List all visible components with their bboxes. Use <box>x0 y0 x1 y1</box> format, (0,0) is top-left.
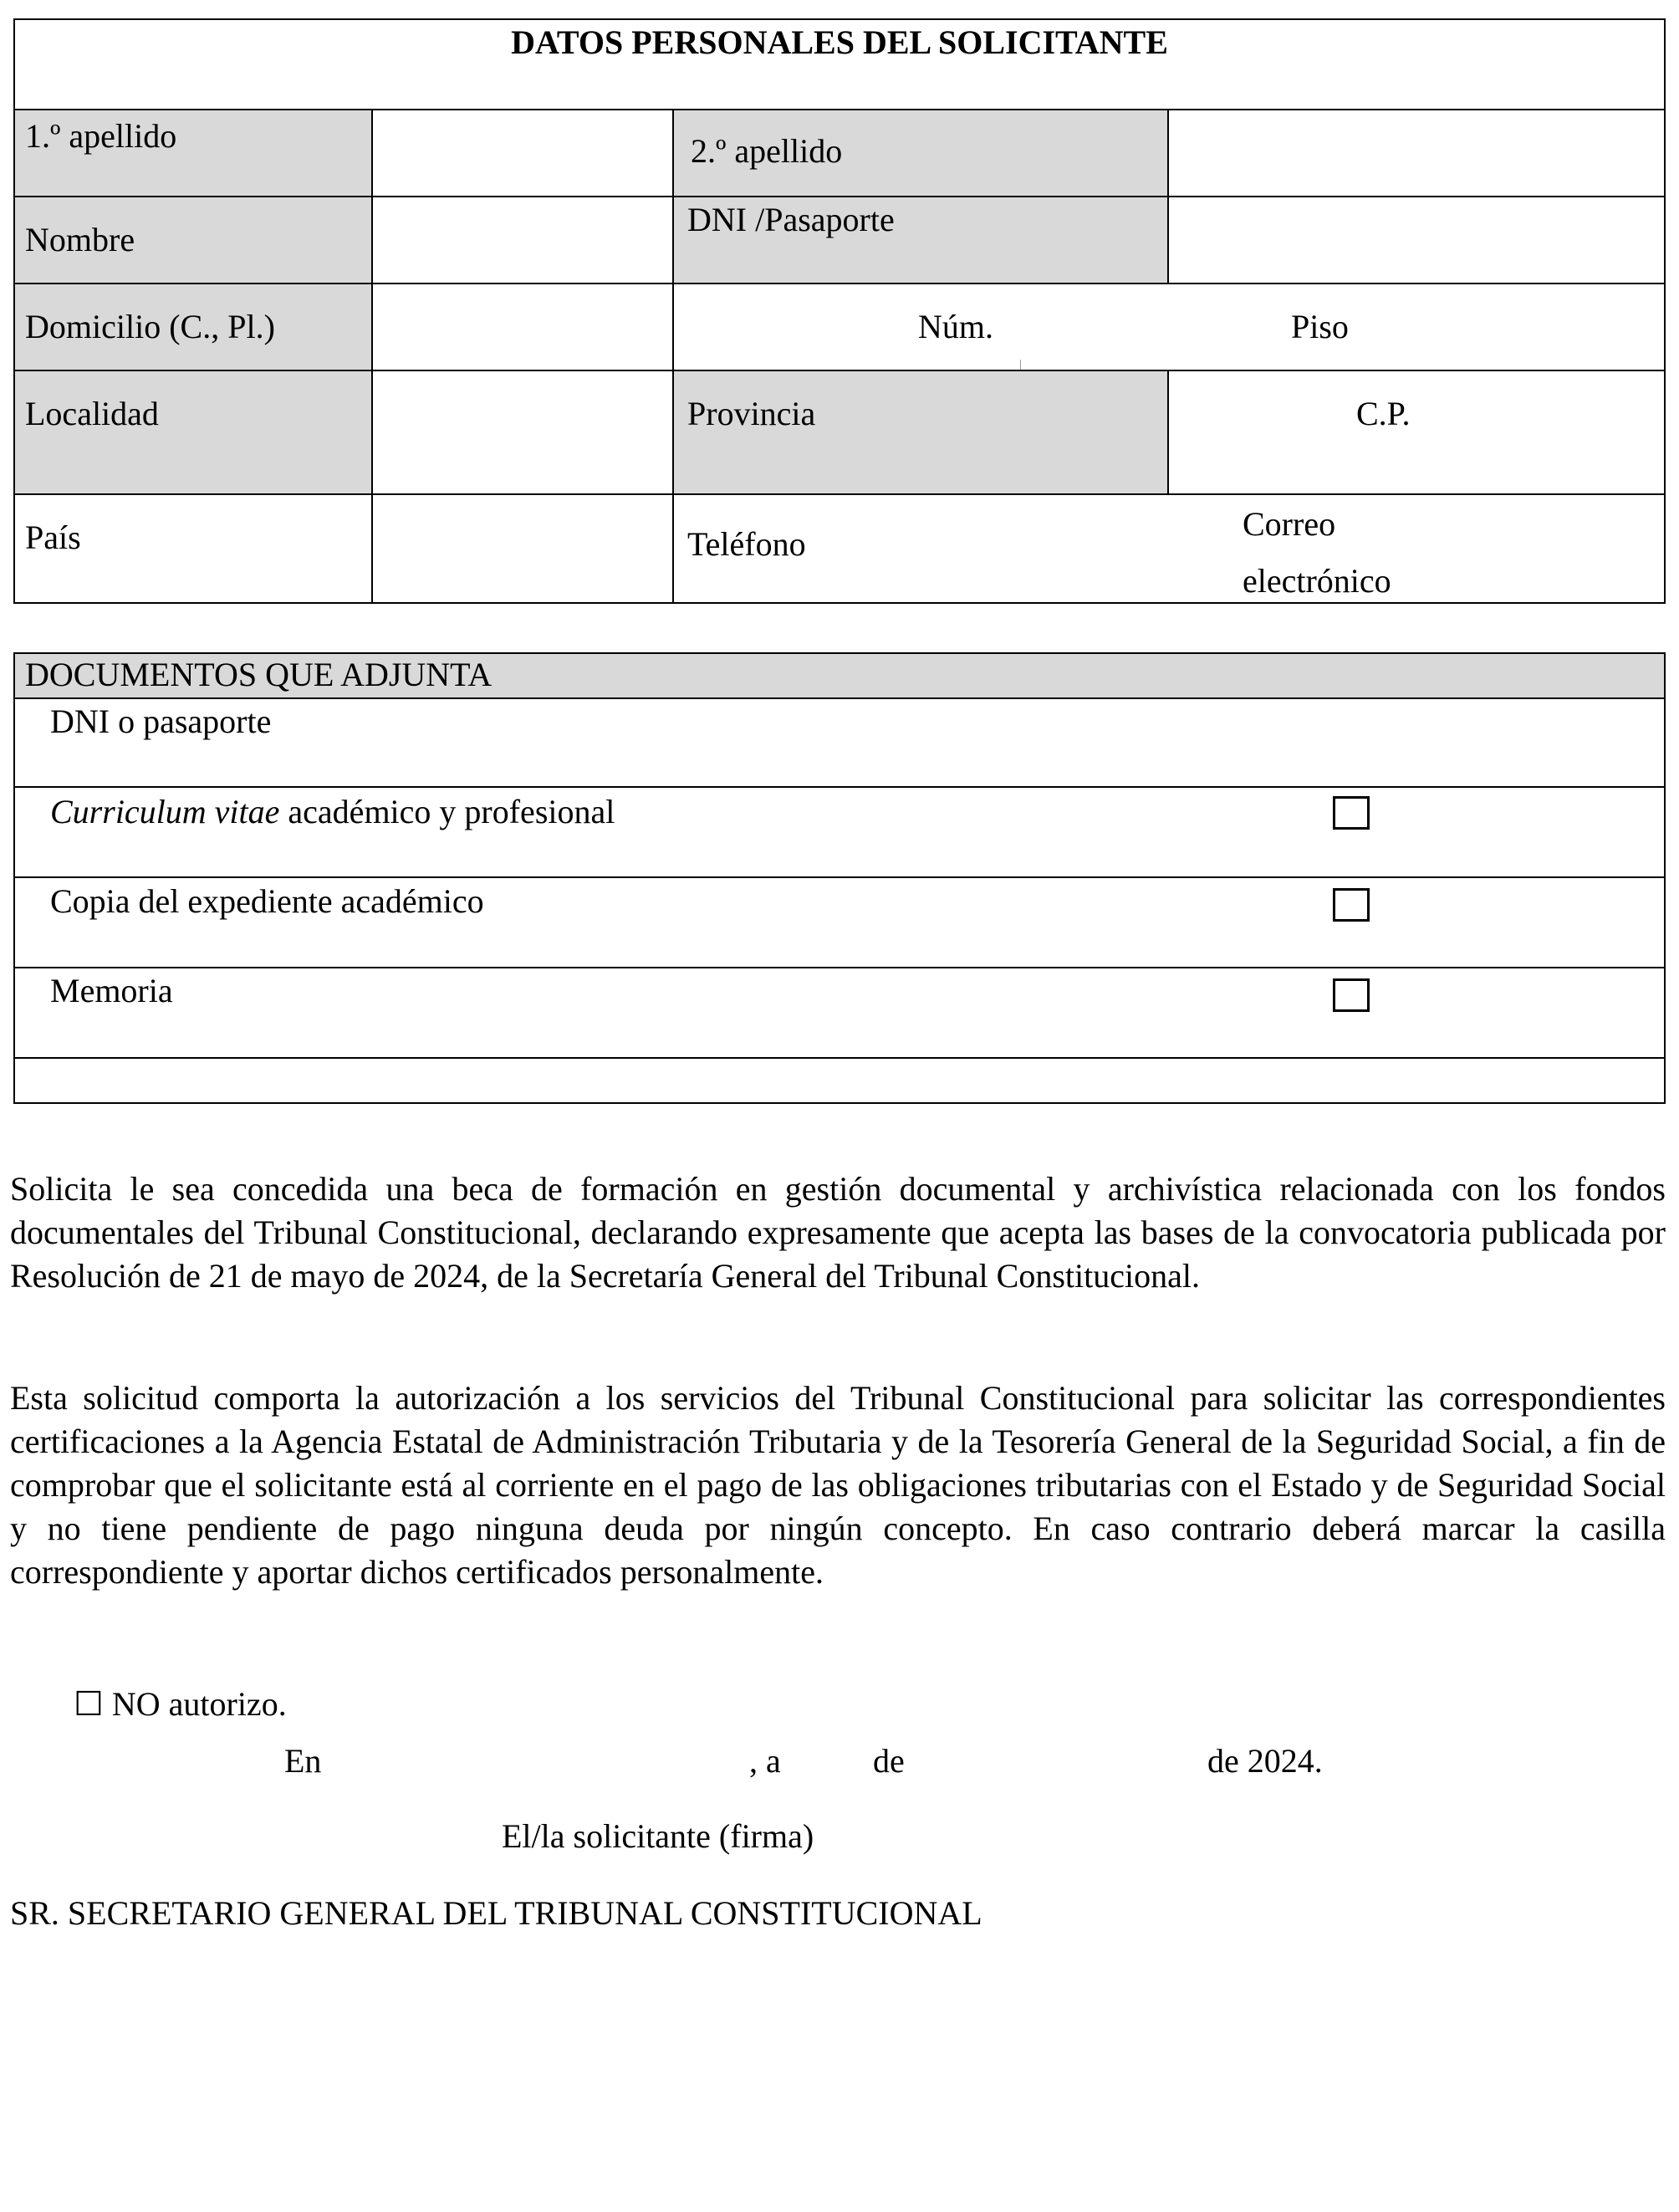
no-autorizo-line <box>74 1684 287 1724</box>
signature-label: El/la solicitante (firma) <box>502 1817 814 1855</box>
doc-label-dni: DNI o pasaporte <box>50 702 272 740</box>
correo-label-line2: electrónico <box>1243 562 1391 600</box>
pais-field[interactable] <box>371 493 674 604</box>
doc-label-cv-rest: académico y profesional <box>279 793 615 830</box>
no-autorizo-label: NO autorizo. <box>111 1685 287 1723</box>
doc-label-cv-italic: Curriculum vitae <box>50 793 280 830</box>
doc-checkbox-memoria[interactable] <box>1333 978 1370 1012</box>
dni-field[interactable] <box>1167 196 1666 284</box>
date-de-year: de 2024. <box>1207 1742 1323 1780</box>
apellido1-label: 1.º apellido <box>25 117 177 155</box>
doc-row-empty <box>13 1057 1666 1104</box>
domicilio-field[interactable] <box>371 283 674 371</box>
telefono-label: Teléfono <box>687 525 806 563</box>
apellido2-field[interactable] <box>1167 109 1666 197</box>
doc-checkbox-expediente[interactable] <box>1333 888 1370 922</box>
place-a: , a <box>749 1742 781 1780</box>
doc-label-cv <box>50 793 615 831</box>
pais-label: País <box>25 519 81 556</box>
documents-title: DOCUMENTOS QUE ADJUNTA <box>25 656 492 693</box>
place-en: En <box>284 1742 322 1780</box>
telefono-correo-field[interactable] <box>672 493 1666 604</box>
num-label: Núm. <box>918 308 993 345</box>
doc-label-expediente: Copia del expediente académico <box>50 882 484 920</box>
cp-field[interactable] <box>1167 370 1666 495</box>
num-divider-tick <box>1020 360 1021 370</box>
nombre-field[interactable] <box>371 196 674 284</box>
nombre-label: Nombre <box>25 221 135 258</box>
no-autorizo-checkbox[interactable]: ☐ <box>74 1685 104 1723</box>
doc-row-memoria <box>13 967 1666 1059</box>
doc-checkbox-cv[interactable] <box>1333 796 1370 830</box>
cp-label: C.P. <box>1356 395 1411 432</box>
num-piso-field[interactable] <box>672 283 1666 371</box>
doc-label-memoria: Memoria <box>50 972 173 1009</box>
date-de: de <box>873 1742 905 1780</box>
localidad-field[interactable] <box>371 370 674 495</box>
piso-label: Piso <box>1291 308 1349 345</box>
dni-label: DNI /Pasaporte <box>687 201 895 238</box>
personal-data-title: DATOS PERSONALES DEL SOLICITANTE <box>511 23 1168 61</box>
authorization-paragraph: Esta solicitud comporta la autorización a los servicios del Tribunal Constitucional para solicitar las correspondientes certificaciones a la Agencia Estatal de Administración Tributaria y de la Tesorería General de la Seguridad Social, a fin de comprobar que el solicitante está al corriente en el pago de las obligaciones tributarias con el Estado y de Seguridad Social y no tiene pendiente de pago ninguna deuda por ningún concepto. En caso contrario deberá marcar la casilla correspondiente y aportar dichos certificados personalmente. <box>10 1379 1666 1591</box>
localidad-label: Localidad <box>25 395 159 432</box>
request-paragraph: Solicita le sea concedida una beca de formación en gestión documental y archivística relacionada con los fondos documentales del Tribunal Constitucional, declarando expresamente que acepta las bases de la convocatoria publicada por Resolución de 21 de mayo de 2024, de la Secretaría General del Tribunal Constitucional. <box>10 1170 1666 1295</box>
domicilio-label: Domicilio (C., Pl.) <box>25 308 275 345</box>
provincia-label: Provincia <box>687 395 816 432</box>
apellido2-label: 2.º apellido <box>691 132 843 170</box>
correo-label-line1: Correo <box>1243 505 1336 543</box>
recipient-line: SR. SECRETARIO GENERAL DEL TRIBUNAL CONSTITUCIONAL <box>10 1894 982 1932</box>
apellido1-field[interactable] <box>371 109 674 197</box>
